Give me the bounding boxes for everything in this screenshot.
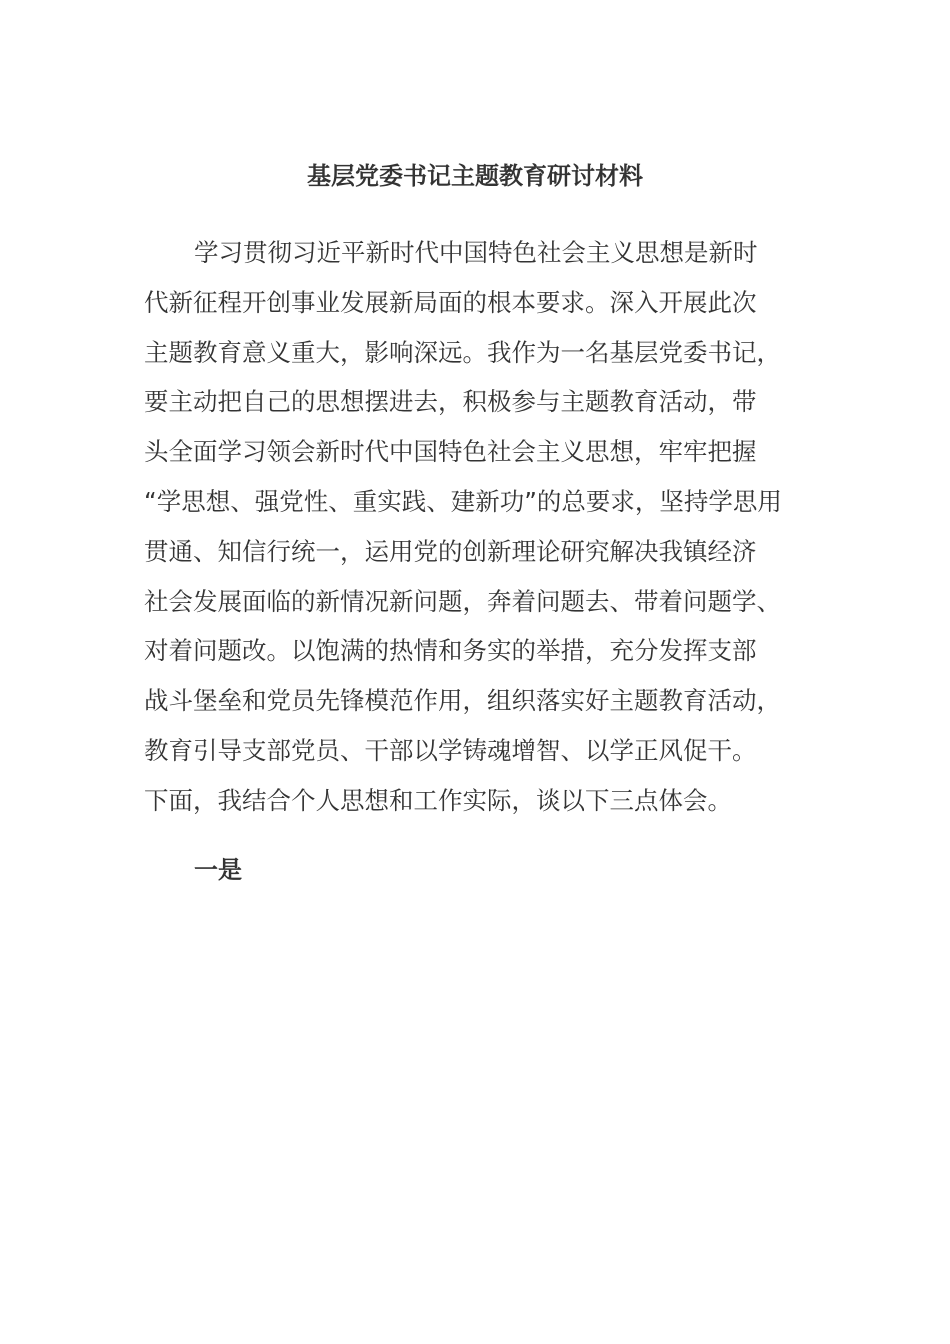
paragraph-line: “学思想、强党性、重实践、建新功”的总要求，坚持学思用 (144, 486, 782, 516)
intro-paragraph (144, 228, 806, 826)
paragraph-line: 下面，我结合个人思想和工作实际，谈以下三点体会。 (144, 785, 732, 815)
paragraph-line: 代新征程开创事业发展新局面的根本要求。深入开展此次 (144, 287, 757, 317)
paragraph-line: 头全面学习领会新时代中国特色社会主义思想，牢牢把握 (144, 437, 757, 467)
paragraph-line: 对着问题改。以饱满的热情和务实的举措，充分发挥支部 (144, 636, 757, 666)
paragraph-line: 贯通、知信行统一，运用党的创新理论研究解决我镇经济 (144, 536, 757, 566)
paragraph-line: 学习贯彻习近平新时代中国特色社会主义思想是新时 (194, 238, 758, 267)
paragraph-line: 战斗堡垒和党员先锋模范作用，组织落实好主题教育活动， (144, 686, 781, 716)
paragraph-line: 主题教育意义重大，影响深远。我作为一名基层党委书记， (144, 337, 781, 367)
paragraph-line: 教育引导支部党员、干部以学铸魂增智、以学正风促干。 (144, 735, 757, 765)
document-title: 基层党委书记主题教育研讨材料 (307, 162, 643, 190)
paragraph-line: 社会发展面临的新情况新问题，奔着问题去、带着问题学、 (144, 586, 781, 616)
section-heading: 一是 (194, 856, 242, 884)
paragraph-line: 要主动把自己的思想摆进去，积极参与主题教育活动，带 (144, 387, 757, 417)
